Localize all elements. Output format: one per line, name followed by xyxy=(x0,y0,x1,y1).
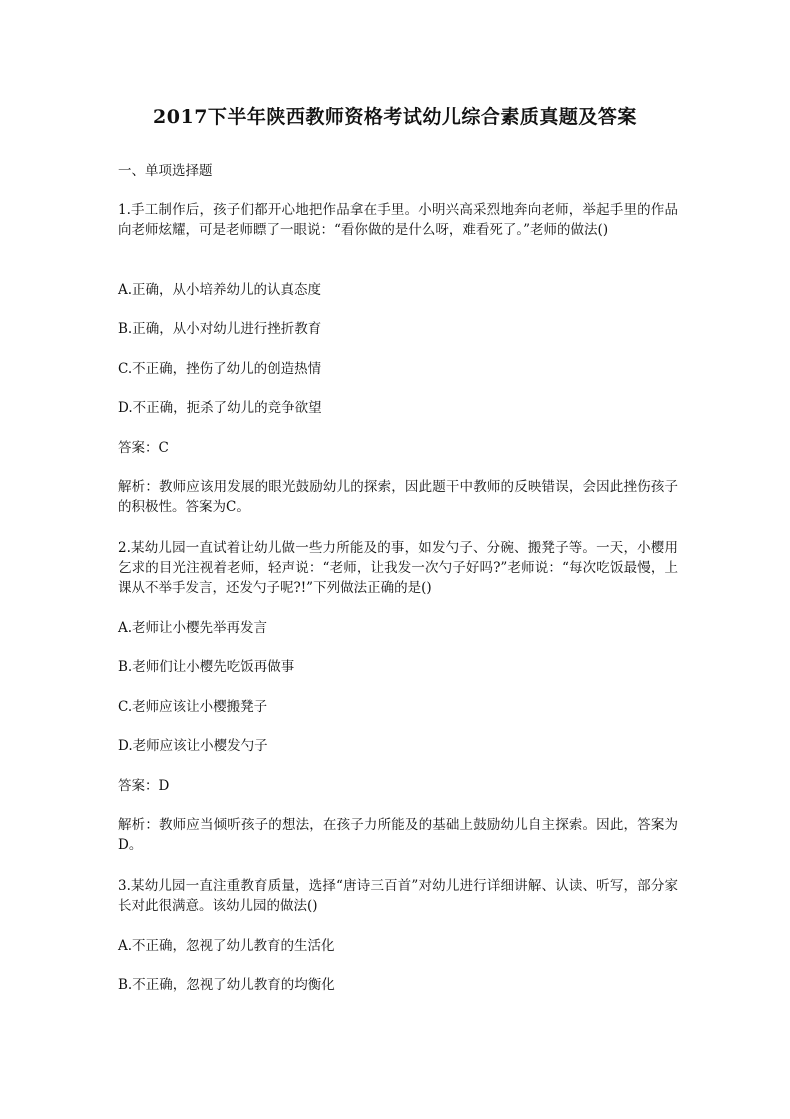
question-1-option-d: D.不正确，扼杀了幼儿的竞争欲望 xyxy=(118,400,322,416)
question-3-stem: 3.某幼儿园一直注重教育质量，选择“唐诗三百首”对幼儿进行详细讲解、认读、听写，部分家长对此很满意。该幼儿园的做法() xyxy=(118,878,678,914)
question-2-option-a: A.老师让小樱先举再发言 xyxy=(118,620,268,636)
question-3-option-b: B.不正确，忽视了幼儿教育的均衡化 xyxy=(118,977,335,993)
question-1-option-b: B.正确，从小对幼儿进行挫折教育 xyxy=(118,321,322,337)
question-2-stem: 2.某幼儿园一直试着让幼儿做一些力所能及的事，如发勺子、分碗、搬凳子等。一天，小樱用乞求的目光注视着老师，轻声说：“老师，让我发一次勺子好吗?”老师说：“每次吃饭最慢，上课从不举手发言，还发勺子呢?!”下列做法正确的是() xyxy=(118,540,678,596)
document-title: 2017下半年陕西教师资格考试幼儿综合素质真题及答案 xyxy=(153,106,637,128)
question-1-stem: 1.手工制作后，孩子们都开心地把作品拿在手里。小明兴高采烈地奔向老师，举起手里的作品向老师炫耀，可是老师瞟了一眼说：“看你做的是什么呀，难看死了。”老师的做法() xyxy=(118,202,678,238)
question-2-analysis: 解析：教师应当倾听孩子的想法，在孩子力所能及的基础上鼓励幼儿自主探索。因此，答案为D。 xyxy=(118,817,678,853)
question-1-answer: 答案：C xyxy=(118,440,169,456)
question-1-option-c: C.不正确，挫伤了幼儿的创造热情 xyxy=(118,361,322,377)
question-3-option-a: A.不正确，忽视了幼儿教育的生活化 xyxy=(118,938,335,954)
question-1-option-a: A.正确，从小培养幼儿的认真态度 xyxy=(118,282,322,298)
question-2-option-b: B.老师们让小樱先吃饭再做事 xyxy=(118,659,295,675)
question-2-option-c: C.老师应该让小樱搬凳子 xyxy=(118,699,268,715)
question-2-option-d: D.老师应该让小樱发勺子 xyxy=(118,738,268,754)
question-2-answer: 答案：D xyxy=(118,778,170,794)
section-heading: 一、单项选择题 xyxy=(118,163,213,179)
question-1-analysis: 解析：教师应该用发展的眼光鼓励幼儿的探索，因此题干中教师的反映错误，会因此挫伤孩子的积极性。答案为C。 xyxy=(118,479,678,515)
